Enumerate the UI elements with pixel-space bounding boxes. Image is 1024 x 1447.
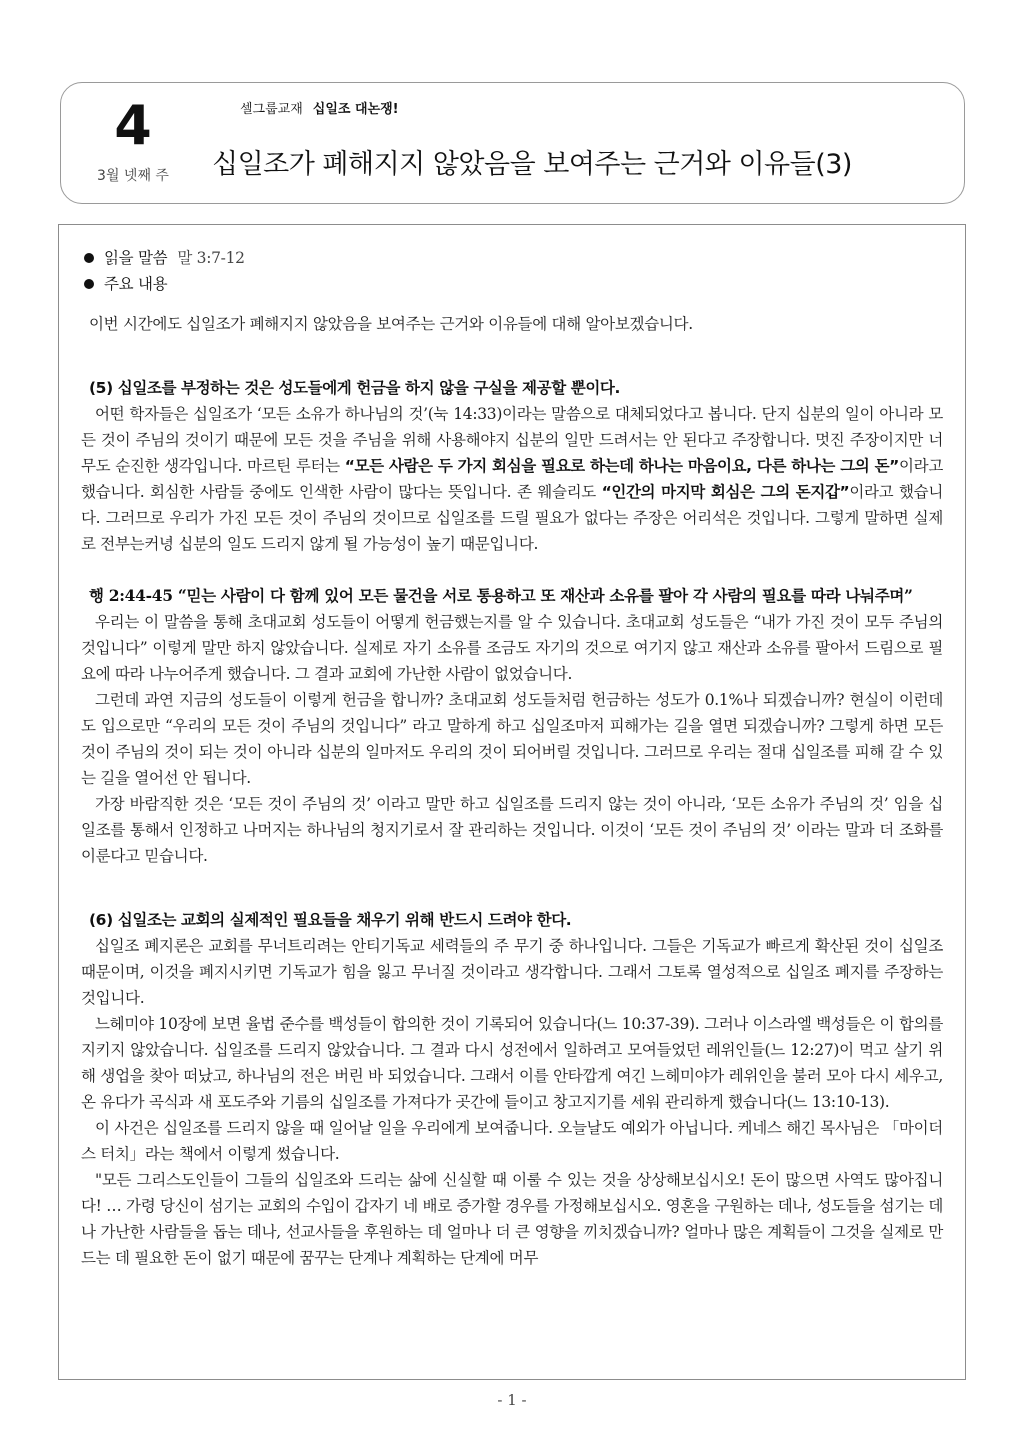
section-5-heading: (5) 십일조를 부정하는 것은 성도들에게 헌금을 하지 않을 구실을 제공할 뿐이다.	[89, 379, 620, 397]
week-label: 3월 넷째 주	[97, 168, 169, 184]
text-run: 이라고 했습니다. 회심한 사람들 중에도 인색한 사람이 많다는 뜻입니다. 존 웨슬리도	[81, 457, 943, 501]
page-number: - 1 -	[497, 1391, 527, 1409]
bullet-icon	[84, 253, 94, 263]
lesson-header-box	[60, 82, 965, 204]
text-run: 이라고 했습니다. 그러므로 우리가 가진 모든 것이 주님의 것이므로 십일조를 드릴 필요가 없다는 주장은 어리석은 것입니다. 그렇게 말하면 실제로 전부는커녕 십분의 일도 드리지 않게 될 가능성이 높기 때문입니다.	[81, 483, 944, 553]
section-5-paragraph-2: 우리는 이 말씀을 통해 초대교회 성도들이 어떻게 헌금했는지를 알 수 있습니다. 초대교회 성도들은 “내가 가진 것이 모두 주님의 것입니다” 이렇게 말만 하지 않았습니다. 실제로 자기 소유를 조금도 자기의 것으로 여기지 않고 재산과 소유를 팔아서 드림으로 필요에 따라 나누어주게 했습니다. 그 결과 교회에 가난한 사람이 없었습니다.	[81, 613, 943, 683]
series-line	[240, 102, 399, 118]
content-box	[58, 224, 966, 1380]
luther-quote: “모든 사람은 두 가지 회심을 필요로 하는데 하나는 마음이요, 다른 하나는 그의 돈”	[344, 457, 899, 475]
lesson-title: 십일조가 폐해지지 않았음을 보여주는 근거와 이유들(3)	[212, 149, 852, 180]
reading-reference: 말 3:7-12	[177, 249, 245, 267]
wesley-quote: “인간의 마지막 회심은 그의 돈지갑”	[601, 483, 850, 501]
content-label: 주요 내용	[104, 275, 168, 293]
section-6-heading: (6) 십일조는 교회의 실제적인 필요들을 채우기 위해 반드시 드려야 한다.	[89, 911, 572, 929]
section-6-paragraph-1: 십일조 폐지론은 교회를 무너트리려는 안티기독교 세력들의 주 무기 중 하나입니다. 그들은 기독교가 빠르게 확산된 것이 십일조 때문이며, 이것을 폐지시키면 기독교가 힘을 잃고 무너질 것이라고 생각합니다. 그래서 그토록 열성적으로 십일조 폐지를 주장하는 것입니다.	[81, 937, 943, 1007]
reading-label: 읽을 말씀	[104, 249, 168, 267]
bible-verse: 행 2:44-45 “믿는 사람이 다 함께 있어 모든 물건을 서로 통용하고 또 재산과 소유를 팔아 각 사람의 필요를 따라 나눠주며”	[89, 586, 913, 605]
reading-row	[81, 245, 943, 271]
intro-paragraph: 이번 시간에도 십일조가 폐해지지 않았음을 보여주는 근거와 이유들에 대해 알아보겠습니다.	[89, 315, 693, 333]
section-6-paragraph-2: 느헤미야 10장에 보면 율법 준수를 백성들이 합의한 것이 기록되어 있습니다(느 10:37-39). 그러나 이스라엘 백성들은 이 합의를 지키지 않았습니다. 십일조를 드리지 않았습니다. 그 결과 다시 성전에서 일하려고 모여들었던 레위인들(느 12:27)이 먹고 살기 위해 생업을 찾아 떠났고, 하나님의 전은 버린 바 되었습니다. 그래서 이를 안타깝게 여긴 느헤미야가 레위인을 불러 모아 다시 세우고, 온 유다가 곡식과 새 포도주와 기름의 십일조를 가져다가 곳간에 들이고 창고지기를 세워 관리하게 했습니다(느 13:10-13).	[81, 1015, 943, 1111]
section-6-paragraph-3: 이 사건은 십일조를 드리지 않을 때 일어날 일을 우리에게 보여줍니다. 오늘날도 예외가 아닙니다. 케네스 해긴 목사님은 「마이더스 터치」라는 책에서 이렇게 썼습니다.	[81, 1119, 943, 1163]
content-body	[81, 245, 943, 1271]
section-6-paragraph-4: "모든 그리스도인들이 그들의 십일조와 드리는 삶에 신실할 때 이룰 수 있는 것을 상상해보십시오! 돈이 많으면 사역도 많아집니다! … 가령 당신이 섬기는 교회의 수입이 갑자기 네 배로 증가할 경우를 가정해보십시오. 영혼을 구원하는 데나, 성도들을 섬기는 데나 가난한 사람들을 돕는 데나, 선교사들을 후원하는 데 얼마나 더 큰 영향을 끼치겠습니까? 얼마나 많은 계획들이 그것을 실제로 만드는 데 필요한 돈이 없기 때문에 꿈꾸는 단계나 계획하는 단계에 머무	[81, 1171, 943, 1267]
section-5-paragraph-4: 가장 바람직한 것은 ‘모든 것이 주님의 것’ 이라고 말만 하고 십일조를 드리지 않는 것이 아니라, ‘모든 소유가 주님의 것’ 임을 십일조를 통해서 인정하고 나머지는 하나님의 청지기로서 잘 관리하는 것입니다. 이것이 ‘모든 것이 주님의 것’ 이라는 말과 더 조화를 이룬다고 믿습니다.	[81, 795, 943, 865]
text-run: 어떤 학자들은 십일조가 ‘모든 소유가 하나님의 것’(눅 14:33)이라는 말씀으로 대체되었다고 봅니다. 단지 십분의 일이 아니라 모든 것이 주님의 것이기 때문에 모든 것을 주님을 위해 사용해야지 십분의 일만 드려서는 안 된다고 주장합니다. 멋진 주장이지만 너무도 순진한 생각입니다. 마르틴 루터는	[81, 405, 943, 475]
content-row	[81, 271, 943, 297]
series-prefix: 셀그룹교재	[240, 102, 303, 117]
section-5-paragraph-3: 그런데 과연 지금의 성도들이 이렇게 헌금을 합니까? 초대교회 성도들처럼 헌금하는 성도가 0.1%나 되겠습니까? 현실이 이런데도 입으로만 “우리의 모든 것이 주님의 것입니다” 라고 말하게 하고 십일조마저 피해가는 길을 열면 되겠습니까? 그렇게 하면 모든 것이 주님의 것이 되는 것이 아니라 십분의 일마저도 우리의 것이 되어버릴 것입니다. 그러므로 우리는 절대 십일조를 피해 갈 수 있는 길을 열어선 안 됩니다.	[81, 691, 943, 787]
lesson-number: 4	[114, 94, 152, 157]
section-5-paragraph-1	[81, 401, 943, 557]
series-title: 십일조 대논쟁!	[312, 102, 399, 117]
bullet-icon	[84, 279, 94, 289]
